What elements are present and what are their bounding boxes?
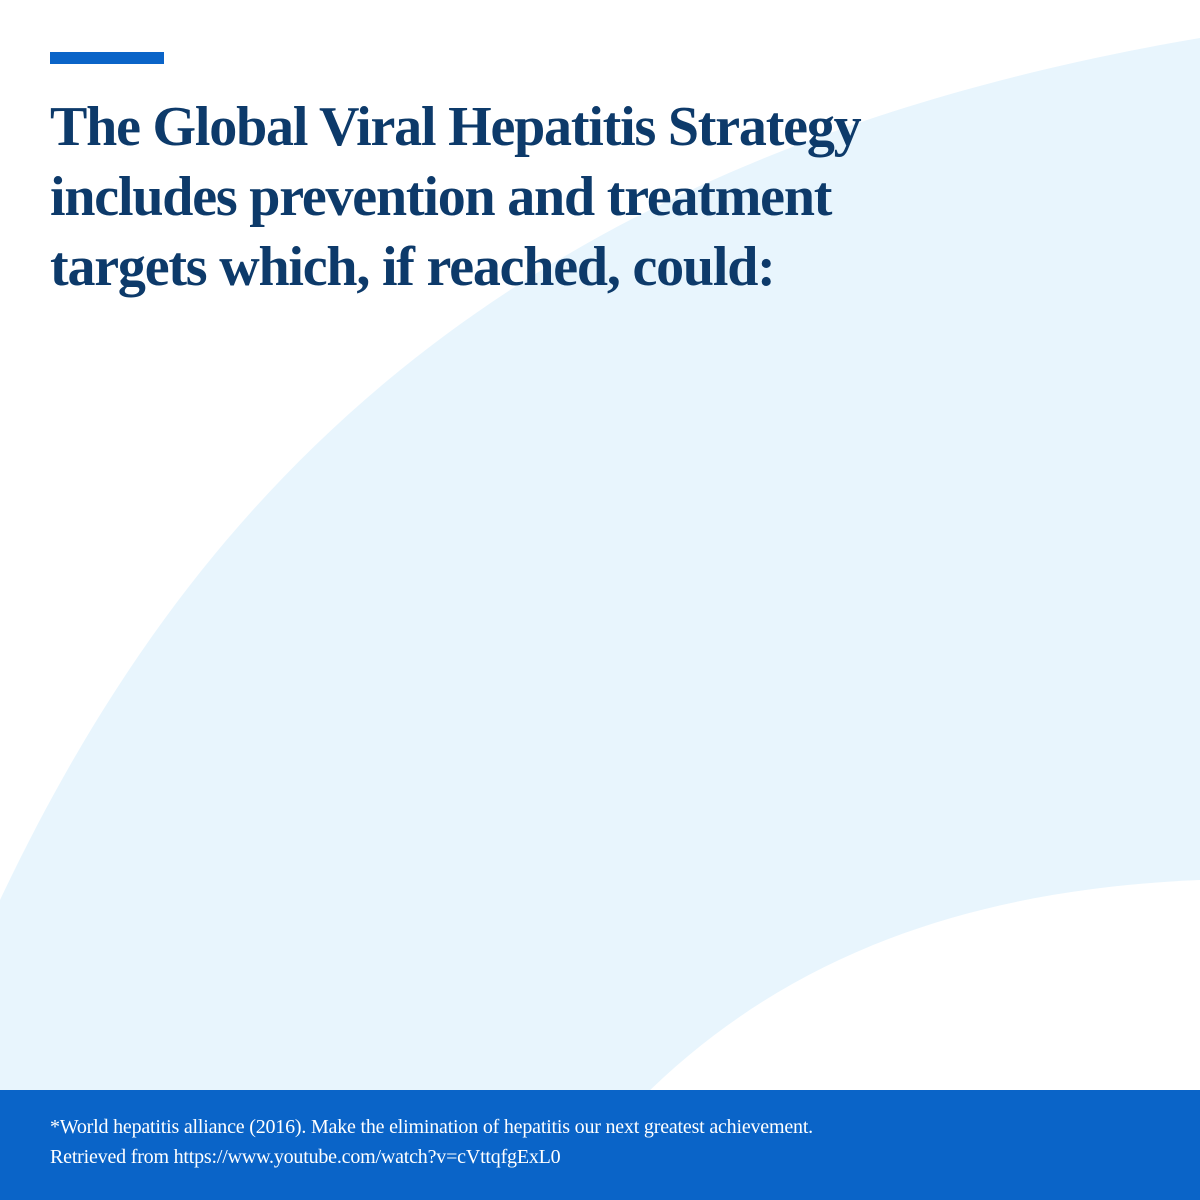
citation-line: Retrieved from https://www.youtube.com/watch?v=cVttqfgExL0 (50, 1146, 561, 1168)
title-line: includes prevention and treatment (50, 166, 832, 228)
accent-bar (50, 52, 164, 64)
title-line: targets which, if reached, could: (50, 236, 775, 298)
title-line: The Global Viral Hepatitis Strategy (50, 96, 861, 158)
citation-text (50, 1112, 813, 1172)
page-title (50, 92, 950, 302)
citation-line: *World hepatitis alliance (2016). Make the elimination of hepatitis our next greatest achievement. (50, 1116, 813, 1138)
footer-citation-banner (0, 1090, 1200, 1200)
